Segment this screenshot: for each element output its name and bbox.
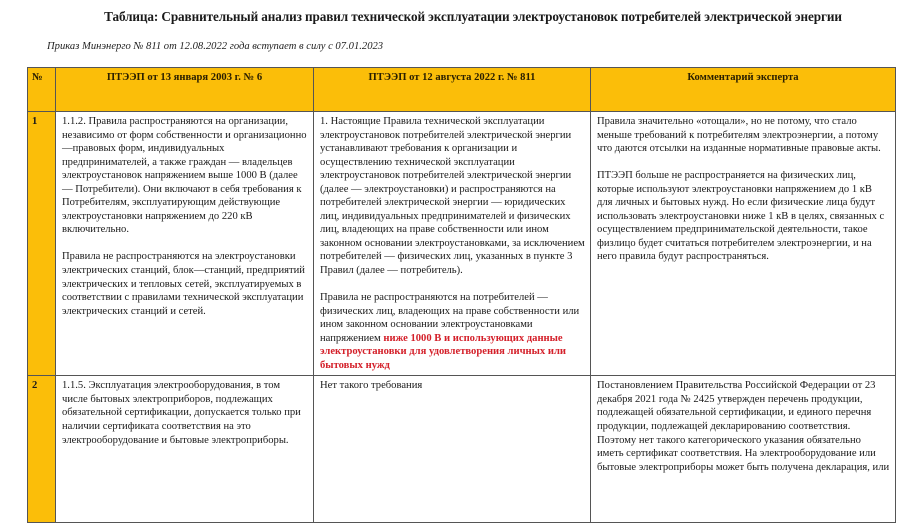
- row-number: 1: [28, 112, 56, 376]
- comment-paragraph: ПТЭЭП больше не распространяется на физических лиц, которые используют электроустановки напряжением до 1 кВ для личных и бытовых нужд. Но если физические лица будут использовать электроустановки ниже 1 кВ в целях, связанных с осуществлением предпринимательской деятельности, такое физлицо будет считаться потребителем электроэнергии, и на него правила будут распространяться.: [597, 170, 885, 263]
- header-old-rules: ПТЭЭП от 13 января 2003 г. № 6: [56, 68, 314, 112]
- document-subtitle: Приказ Минэнерго № 811 от 12.08.2022 года вступает в силу с 07.01.2023: [47, 41, 384, 52]
- new-rules-paragraph: Нет такого требования: [320, 380, 423, 392]
- comment-paragraph: Правила значительно «отощали», но не потому, что стало меньше требований к потребителям электроэнергии, а потому что даются отсылки на изданные нормативные правовые акты.: [597, 116, 881, 155]
- header-new-rules: ПТЭЭП от 12 августа 2022 г. № 811: [314, 68, 591, 112]
- new-rules-paragraph: 1. Настоящие Правила технической эксплуатации электроустановок потребителей электрической энергии устанавливают требования к организации и осуществлению технической эксплуатации электроустановок потребителей электрической энергии (далее — электроустановки) и распространяются на потребителей электрической энергии — юридических лиц, индивидуальных предпринимателей и физических лиц, владеющих на праве собственности или ином законном основании электроустановками, за исключением потребителей — физических лиц, указанных в пункте 3 Правил (далее — потребитель).: [320, 116, 585, 277]
- header-expert-comment: Комментарий эксперта: [591, 68, 896, 112]
- highlighted-change: ниже 1000 В и использующих данные электроустановки для удовлетворения личных или бытовых нужд: [320, 332, 567, 371]
- comment-paragraph: Постановлением Правительства Российской Федерации от 23 декабря 2021 года № 2425 утвержден перечень продукции, подлежащей обязательной сертификации, и единого перечня продукции, подлежащей декларированию соответствия. Поэтому нет такого категорического указания обязательно иметь сертификат соответствия. На электрооборудование или бытовые электроприборы может быть получена декларация, или: [597, 380, 890, 473]
- table-header-row: [28, 68, 896, 112]
- old-rules-paragraph: Правила не распространяются на электроустановки электрических станций, блок—станций, предприятий электрических и тепловых сетей, эксплуатируемых в соответствии с правилами технической эксплуатации электрических станций и сетей.: [62, 251, 305, 317]
- comparison-table: [27, 67, 896, 523]
- table-row: [28, 112, 896, 376]
- new-rules-paragraph: [320, 291, 585, 372]
- new-rules-text: Правила не распространяются на потребителей — физических лиц, владеющих на праве собственности или ином законном основании электроустановками напряжением: [320, 292, 580, 344]
- expert-comment-cell: [591, 112, 896, 376]
- header-number: №: [28, 68, 56, 112]
- old-rules-paragraph: 1.1.5. Эксплуатация электрооборудования, в том числе бытовых электроприборов, подлежащих обязательной сертификации, допускается только при наличии сертификата соответствия на это электрооборудование и бытовые электроприборы.: [62, 380, 301, 446]
- new-rules-cell: [314, 112, 591, 376]
- old-rules-cell: [56, 112, 314, 376]
- document-title: Таблица: Сравнительный анализ правил технической эксплуатации электроустановок потребителей электрической энергии: [104, 9, 842, 24]
- row-number: 2: [28, 376, 56, 523]
- old-rules-paragraph: 1.1.2. Правила распространяются на организации, независимо от форм собственности и организационно—правовых форм, индивидуальных предпринимателей, а также граждан — владельцев электроустановок напряжением выше 1000 В (далее — Потребители). Они включают в себя требования к Потребителям, эксплуатирующим действующие электроустановки напряжением до 220 кВ включительно.: [62, 116, 307, 236]
